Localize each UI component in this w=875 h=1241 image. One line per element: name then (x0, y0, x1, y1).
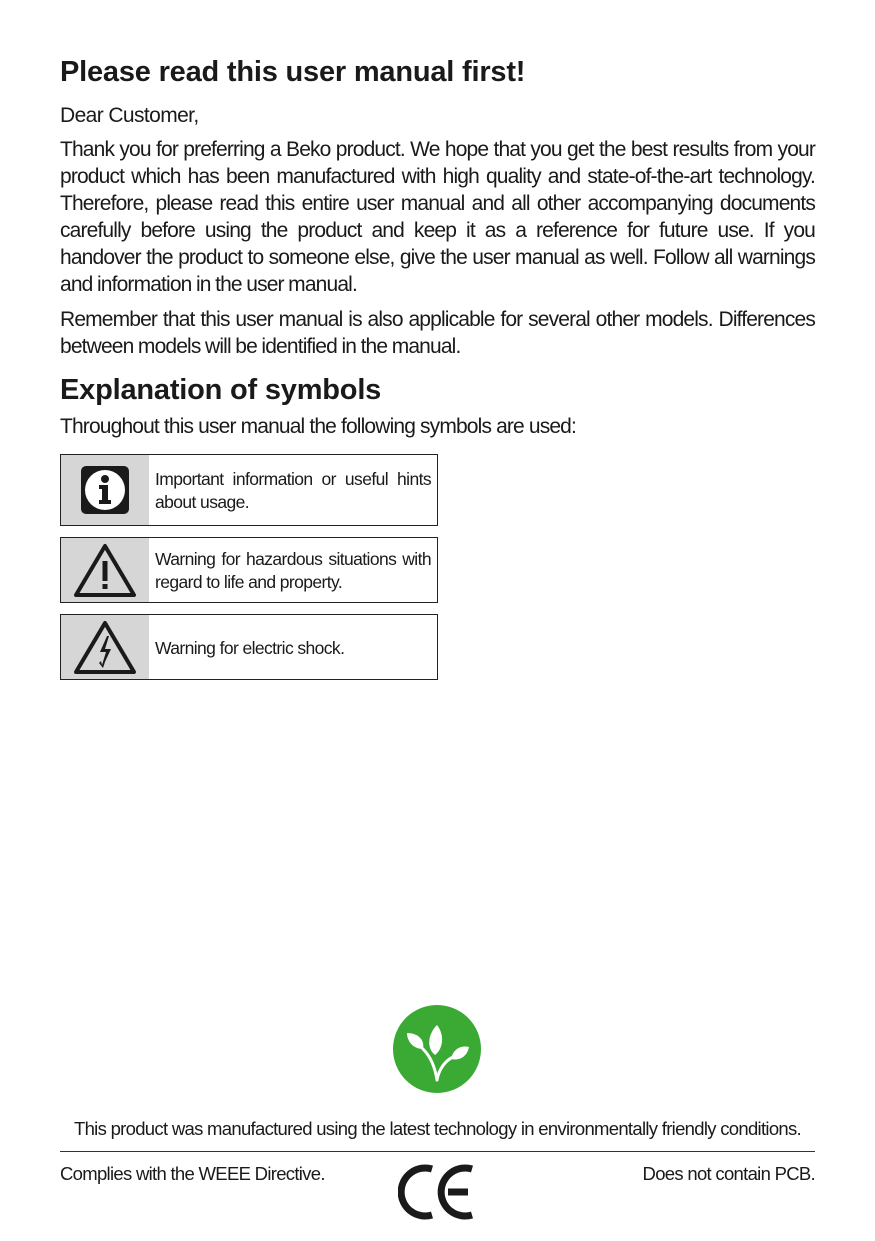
eco-leaf-icon (393, 1005, 481, 1093)
symbol-description: Warning for hazardous situations with regard to life and property. (155, 549, 431, 592)
greeting: Dear Customer, (60, 104, 199, 127)
electric-shock-icon (61, 615, 149, 679)
page-title: Please read this user manual first! (60, 56, 526, 88)
eco-statement: This product was manufactured using the latest technology in environmentally friendly conditions. (73, 1118, 801, 1139)
symbol-row-info (60, 454, 438, 526)
warning-icon (61, 538, 149, 602)
ce-mark-icon (398, 1163, 478, 1221)
info-icon (61, 455, 149, 525)
manual-page (60, 50, 815, 691)
intro-paragraph: Thank you for preferring a Beko product. We hope that you get the best results from your product which has been manufactured with high quality and state-of-the-art technology. Therefore, please read this entire user manual and all other accompanying documents carefully before using the product and keep it as a reference for future use. If you handover the product to someone else, give the user manual as well. Follow all warnings and information in the user manual. (60, 138, 815, 296)
weee-compliance: Complies with the WEEE Directive. (60, 1163, 325, 1184)
symbols-intro: Throughout this user manual the following symbols are used: (60, 415, 576, 438)
symbol-description: Important information or useful hints about usage. (155, 469, 431, 512)
symbol-row-warning (60, 537, 438, 603)
models-paragraph: Remember that this user manual is also applicable for several other models. Differences between models will be identified in the manual. (60, 308, 815, 358)
symbol-row-electric (60, 614, 438, 680)
symbol-description: Warning for electric shock. (155, 637, 345, 658)
footer-divider (60, 1151, 815, 1152)
pcb-statement: Does not contain PCB. (642, 1163, 815, 1184)
symbols-heading: Explanation of symbols (60, 374, 382, 406)
